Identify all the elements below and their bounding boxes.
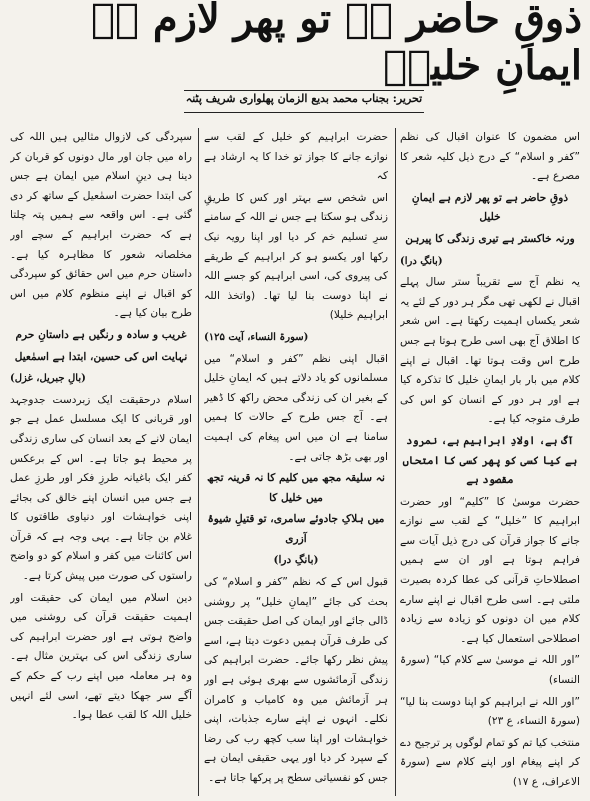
- paragraph: حضرت موسیٰ کا ”کلیم“ اور حضرت ابراہیم کا ”خلیل“ کے لقب سے نوازے جانے کا جواز قرآن کی درج ذیل آیات سے فراہم ہوتا ہے اور ان سے ہمیں اصطلاحاتِ قرآنی کی عطا کردہ بصیرت ملتی ہے۔ اسی طرح اقبال نے اپنے سارے کلام میں ان دونوں کو زیادہ سے زیادہ اصطلاحی استعمال کیا ہے۔: [400, 495, 580, 645]
- column-middle: [204, 128, 388, 796]
- verse-line: غریب و سادہ و رنگیں ہے داستانِ حرم: [15, 328, 187, 341]
- verse-line: ورنہ خاکستر ہے تیری زندگی کا پیرہن: [405, 232, 575, 245]
- column-divider: [198, 128, 199, 796]
- column-divider: [395, 128, 396, 796]
- article-title: ذوقِ حاضر ہے تو پھر لازم ہے ایمانِ خلیلؑ: [90, 0, 582, 89]
- paragraph: اقبال اپنی نظم ”کفر و اسلام“ میں مسلمانوں کو یاد دلاتے ہیں کہ ایمانِ خلیل کے بغیر ان کی زندگی محض راکھ کا ڈھیر ہے۔ آج جس طرح کے حالات کا ہمیں سامنا ہے ان میں اس پیغام کی اہمیت اور بھی بڑھ جاتی ہے۔: [204, 352, 388, 463]
- verse-reference: (سورۃ النساء، آیت ۱۲۵): [204, 331, 309, 343]
- quran-quote: ”اور اللہ نے ابراہیم کو اپنا دوست بنا لیا“ (سورۃ النساء، ع ۲۳): [400, 695, 580, 728]
- article-byline: تحریر: بجناب محمد بدیع الزمان پھلواری شریف پٹنہ: [185, 92, 423, 105]
- paragraph: سپردگی کی لازوال مثالیں ہیں اللہ کی راہ میں جان اور مال دونوں کو قربان کر دینا ہی دینِ اسلام میں ایمان ہے جس کی ابتدا حضرت اسمٰعیل کے ساتھ کر دی گئی ہے۔ اس واقعہ سے ہمیں پتہ چلتا ہے کہ حضرت ابراہیم کے سچے اور مخلصانہ شعور کا مظاہرہ کیا ہے۔ داستان حرم میں اس حقائق کو سپردگی کو اقبال نے اپنے منظوم کلام میں اس طرح بیان کیا ہے۔: [10, 131, 192, 320]
- byline-rule-bottom: [184, 112, 424, 113]
- paragraph: قبول اس کے کہ نظم ”کفر و اسلام“ کی بحث کی جائے ”ایمانِ خلیل“ پر روشنی ڈالی جائے اور ایمان کی اصل حقیقت جس کی طرف قرآن ہمیں دعوت دیتا ہے، اسے پیش نظر رکھا جائے۔ حضرت ابراہیم کی زندگی آزمائشوں سے بھری ہوئی ہے اور ہر آزمائش میں وہ کامیاب و کامران نکلے۔ انہوں نے اپنے سارے جذبات، اپنی خواہشات اور اپنا سب کچھ رب کی رضا کے سپرد کر دیا اور یہی حقیقی ایمان ہے جس کو نفسیاتی سطح پر پرکھا جاتا ہے۔: [204, 576, 388, 784]
- byline-rule-top: [184, 90, 424, 91]
- verse-line: نہ سلیقہ مجھ میں کلیم کا نہ قرینہ تجھ میں خلیل کا: [207, 472, 385, 504]
- verse-line: میں ہلاکِ جادوئے سامری، تو قتیلِ شیوۂ آزری: [207, 513, 385, 545]
- paragraph: یہ نظم آج سے تقریباً ستر سال پہلے اقبال نے لکھی تھی مگر ہر دور کے لئے یہ شعر یکساں اہمیت رکھتا ہے۔ اس شعر کا اطلاق آج بھی اسی طرح ہوتا ہے جس طرح اس وقت ہوتا تھا۔ اقبال نے اپنے کلام میں بار بار ایمانِ خلیل کا تذکرہ کیا ہے اور ہر دور کے انسان کو اس کی طرف متوجہ کیا ہے۔: [400, 276, 580, 426]
- column-right: [400, 128, 580, 796]
- verse-reference: (بانگِ درا): [273, 554, 319, 567]
- verse-reference: (بالِ جبریل، غزل): [10, 373, 86, 385]
- quran-quote: ”اور اللہ نے موسیٰ سے کلام کیا“ (سورۃ النساء): [400, 654, 580, 687]
- paragraph: دین اسلام میں ایمان کی حقیقت اور اہمیت حقیقت قرآن کی روشنی میں واضح ہوتی ہے اور حضرت ابراہیم کی ساری زندگی اس کی بہترین مثال ہے۔ وہ ہر معاملہ میں اپنے رب کے حکم کے آگے سر جھکا دیتے تھے، اسی لئے انہیں خلیل اللہ کا لقب عطا ہوا۔: [10, 591, 192, 722]
- column-left: [10, 128, 192, 796]
- paragraph: اسلام درحقیقت ایک زبردست جدوجہد اور قربانی کا ایک مسلسل عمل ہے جو ایمان لانے کے بعد انسان کی ساری زندگی پر محیط ہو جاتا ہے۔ اس کے برعکس کفر ایک باغیانہ طرزِ فکر اور طرزِ عمل ہے جس میں انسان اپنے خالق کی بجائے اپنی خواہشات اور دنیاوی طاقتوں کا غلام بن جاتا ہے۔ یہی وجہ ہے کہ قرآن اس کائنات میں کفر و اسلام کو دو واضح راستوں کی صورت میں پیش کرتا ہے۔: [10, 393, 192, 583]
- verse-line: آگ ہے، اولادِ ابراہیم ہے، نمرود ہے کیا کسی کو پھر کسی کا امتحاں مقصود ہے: [402, 434, 578, 487]
- paragraph: اس مضمون کا عنوان اقبال کی نظم ”کفر و اسلام“ کے درج ذیل کلیہ شعر کا مصرع ہے۔: [400, 131, 580, 183]
- article-page: [8, 0, 582, 796]
- verse-line: ذوقِ حاضر ہے تو پھر لازم ہے ایمانِ خلیل: [411, 191, 569, 224]
- verse-line: نہایت اس کی حسین، ابتدا ہے اسمٰعیل: [14, 350, 188, 363]
- quran-quote: منتخب کیا تم کو تمام لوگوں پر ترجیح دے کر اپنے پیغام اور اپنے کلام سے (سورۃ الاعراف، ع ۱۷): [400, 736, 580, 788]
- paragraph: اس شخص سے بہتر اور کس کا طریقِ زندگی ہو سکتا ہے جس نے اللہ کے سامنے سرِ تسلیم خم کر دیا اور اپنا رویہ نیک رکھا اور یکسو ہو کر ابراہیم کے طریقے کی پیروی کی، اسی ابراہیم کو جسے اللہ نے اپنا دوست بنا لیا تھا۔ (واتخذ اللہ ابراہیم خلیلا): [204, 191, 388, 322]
- paragraph: حضرت ابراہیم کو خلیل کے لقب سے نوازے جانے کا جواز تو خدا کا یہ ارشاد ہے کہ: [204, 131, 388, 183]
- verse-reference: (بانگِ درا): [400, 255, 443, 267]
